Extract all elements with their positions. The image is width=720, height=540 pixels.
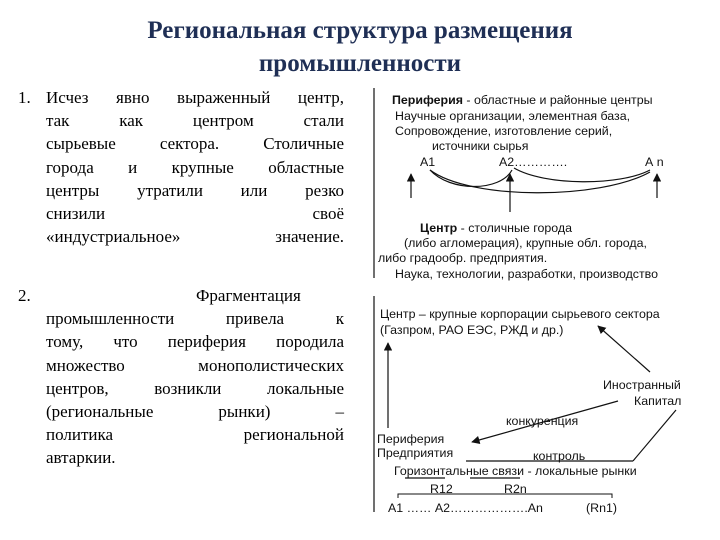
diagram2-horizontal: Горизонтальные связи - локальные рынки	[394, 464, 637, 478]
diagram1-text-line: Научные организации, элементная база,	[395, 109, 631, 123]
diagram1-periphery-label: Периферия	[392, 93, 463, 107]
node-a2: А2………….	[499, 155, 568, 169]
arrow-foreign-to-periphery	[472, 401, 618, 442]
link-a1-a2	[430, 170, 512, 187]
diagram1-center-detail: либо градообр. предприятия.	[378, 251, 548, 265]
node-an: А n	[645, 155, 664, 169]
point-2-number: 2.	[18, 286, 31, 305]
bottom-bracket	[398, 494, 612, 498]
diagram2-enterprises: Предприятия	[377, 446, 454, 460]
diagram2-control: контроль	[533, 449, 586, 463]
diagram1-text-line: источники сырья	[432, 139, 529, 153]
point-2-line: тому, что периферия породила	[46, 332, 344, 352]
diagram1-center-text: - столичные города	[457, 221, 573, 235]
point-2-line: центров, возникли локальные	[46, 378, 344, 398]
point-1-number: 1.	[18, 88, 31, 107]
diagram1-text-line: Сопровождение, изготовление серий,	[395, 124, 613, 138]
diagram2-rn1: (Rn1)	[586, 501, 617, 515]
link-a2-an	[514, 168, 650, 182]
diagram1-center-detail: (либо агломерация), крупные обл. города,	[404, 236, 647, 250]
control-line-to-capital	[633, 410, 676, 461]
point-1-line: центры утратили или резко	[46, 180, 344, 200]
point-1-line: города и крупные областные	[46, 157, 344, 177]
diagram2-competition: конкуренция	[506, 414, 579, 428]
diagram2-center-line2: (Газпром, РАО ЕЭС, РЖД и др.)	[380, 323, 564, 337]
diagram2-r12: R12	[430, 482, 453, 496]
point-1-line: снизили своё	[46, 204, 344, 224]
point-1-line: так как центром стали	[46, 111, 344, 131]
diagram2-foreign-line1: Иностранный	[603, 378, 681, 392]
point-2-line: политика региональной	[46, 425, 344, 445]
node-a1: А1	[420, 155, 436, 169]
point-2-line: множество монополистических	[46, 355, 344, 375]
diagram2-r2n: R2n	[504, 482, 527, 496]
point-2-line: промышленности привела к	[46, 309, 344, 329]
diagram2-foreign-line2: Капитал	[634, 394, 682, 408]
diagram2-center-line1: Центр – крупные корпорации сырьевого сектора	[380, 307, 660, 321]
point-1-line: «индустриальное» значение.	[46, 227, 344, 247]
point-2-line: автаркии.	[46, 448, 116, 468]
diagram2-bottom-nodes: А1 …… А2……………….Аn	[388, 501, 543, 515]
point-1-line: сырьевые сектора. Столичные	[46, 134, 344, 154]
diagram1-center-label: Центр	[420, 221, 458, 235]
point-1-line: Исчез явно выраженный центр,	[46, 88, 344, 107]
diagram1-science: Наука, технологии, разработки, производство	[395, 267, 658, 281]
title-line-1: Региональная структура размещения	[147, 17, 573, 44]
title-line-2: промышленности	[258, 50, 462, 77]
arrow-foreign-to-center	[598, 326, 650, 372]
diagram2-periphery: Периферия	[377, 432, 445, 446]
point-2-line: Фрагментация	[196, 286, 301, 305]
link-a1-an	[430, 170, 650, 193]
point-2-line: (региональные рынки) –	[46, 402, 344, 422]
diagram1-periphery-text: - областные и районные центры	[462, 93, 653, 107]
